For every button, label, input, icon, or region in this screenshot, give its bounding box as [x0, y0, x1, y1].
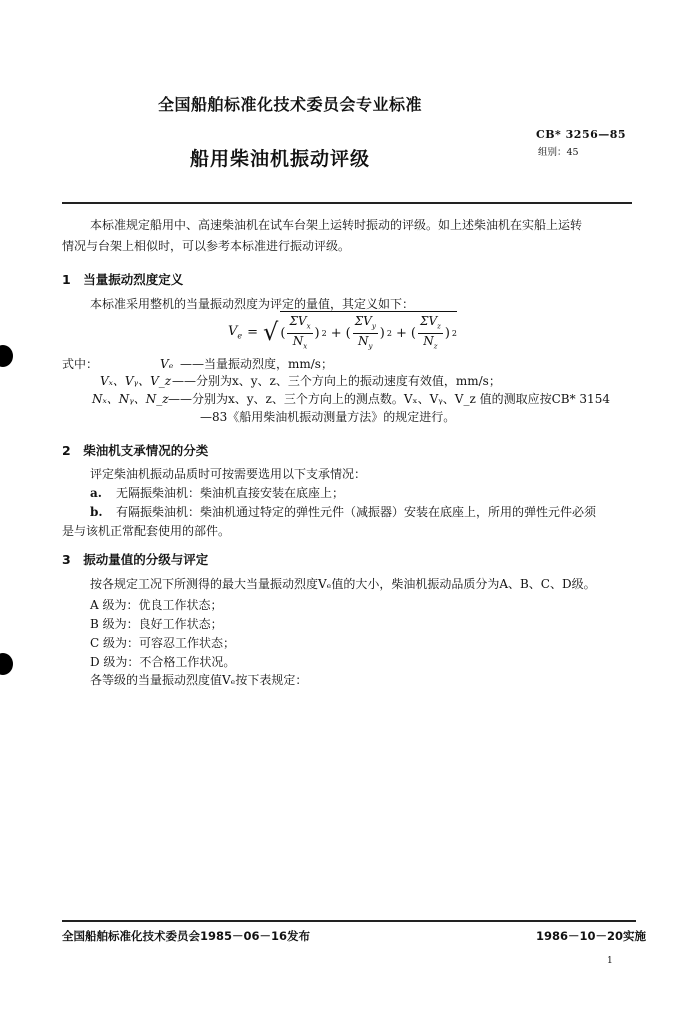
- issued-date: 全国船舶标准化技术委员会1985－06－16发布: [62, 929, 311, 943]
- def-3-text: ——分别为x、y、z、三个方向上的测点数。Vₓ、Vᵧ、V_z 值的测取应按CB* 3154: [168, 392, 610, 406]
- section-3-heading: 3 振动量值的分级与评定: [62, 552, 209, 567]
- item-a-label: a.: [90, 486, 102, 500]
- doc-number: CB* 3256—85: [536, 128, 627, 141]
- section-2-heading: 2 柴油机支承情况的分类: [62, 443, 209, 458]
- section-2-text: 评定柴油机振动品质时可按需要选用以下支承情况：: [90, 467, 367, 481]
- formula-radicand: ( $\frac{\Sigma V_x}{N_x}$ ) 2 + ( $\frac{\Sigma V_y}{N_y}$ ) 2 + ( $\frac{\Sigma V_z}{N_z}$ ) 2: [280, 311, 457, 354]
- intro-line-1: 本标准规定船用中、高速柴油机在试车台架上运转时振动的评级。如上述柴油机在实船上运转: [90, 218, 583, 232]
- binder-hole: [0, 345, 13, 367]
- grades-note: 各等级的当量振动烈度值Vₑ按下表规定：: [90, 673, 308, 687]
- grade-c: C 级为：可容忍工作状态；: [90, 636, 235, 650]
- formula: $V_e$ = √ ( $\frac{\Sigma V_x}{N_x}$ ) 2 + ( $\frac{\Sigma V_y}{N_y}$ ) 2 + ( $\frac{\Sigma V_z}{N_z}$ ) 2: [228, 312, 457, 352]
- def-3-continuation: —83《船用柴油机振动测量方法》的规定进行。: [200, 410, 456, 424]
- def-1-text: ——当量振动烈度，mm/s；: [180, 357, 333, 371]
- header-divider: [62, 202, 632, 204]
- item-b-text: 有隔振柴油机：柴油机通过特定的弹性元件（减振器）安装在底座上，所用的弹性元件必须: [116, 505, 597, 519]
- section-3-text: 按各规定工况下所测得的最大当量振动烈度Vₑ值的大小，柴油机振动品质分为A、B、C、D级。: [90, 577, 596, 591]
- grade-b: B 级为：良好工作状态；: [90, 617, 223, 631]
- item-a-text: 无隔振柴油机：柴油机直接安装在底座上；: [116, 486, 345, 500]
- footer-divider: [62, 920, 636, 922]
- def-3-symbol: Nₓ、Nᵧ、N_z: [92, 392, 169, 406]
- item-b-label: b.: [90, 505, 103, 519]
- org-line: 全国船舶标准化技术委员会专业标准: [158, 95, 423, 114]
- page-title: 船用柴油机振动评级: [190, 148, 371, 170]
- where-label: 式中：: [62, 357, 99, 371]
- def-2-text: ——分别为x、y、z、三个方向上的振动速度有效值，mm/s；: [172, 374, 501, 388]
- effective-date: 1986－10－20实施: [536, 929, 647, 943]
- section-1-text: 本标准采用整机的当量振动烈度为评定的量值，其定义如下：: [90, 297, 415, 311]
- grade-d: D 级为：不合格工作状况。: [90, 655, 236, 669]
- page-number: 1: [607, 956, 613, 966]
- grade-a: A 级为：优良工作状态；: [90, 598, 223, 612]
- def-2-symbol: Vₓ、Vᵧ、V_z: [100, 374, 172, 388]
- def-1-symbol: Vₑ: [160, 357, 174, 371]
- section-1-heading: 1 当量振动烈度定义: [62, 272, 184, 287]
- item-b-continuation: 是与该机正常配套使用的部件。: [62, 524, 231, 538]
- class-code: 组别：45: [538, 147, 579, 158]
- intro-line-2: 情况与台架上相似时，可以参考本标准进行振动评级。: [62, 239, 351, 253]
- binder-hole: [0, 653, 13, 675]
